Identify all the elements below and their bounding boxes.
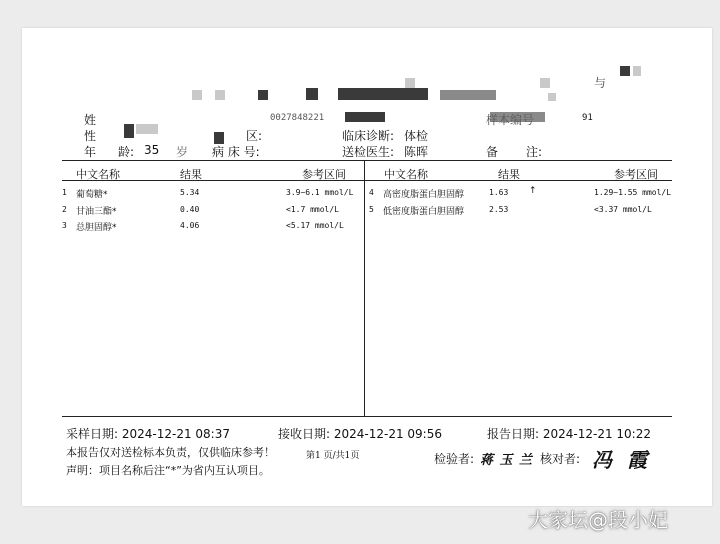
disclaimer-text: 本报告仅对送检标本负责，仅供临床参考！: [66, 446, 275, 459]
redaction-block: [345, 112, 385, 122]
gender-label: 性: [84, 129, 97, 143]
test-result: 1.63: [489, 188, 509, 197]
redaction-block: [540, 78, 550, 88]
test-name: 葡萄糖*: [76, 190, 108, 200]
watermark: 大家坛@段小妃: [528, 508, 668, 532]
reference-range: 1.29~1.55 mmol/L: [594, 188, 672, 197]
table-bottom-rule: [62, 416, 672, 417]
remark-label: 备: [486, 145, 499, 159]
test-name: 甘油三酯*: [76, 207, 117, 217]
col-header-result-right: 结果: [498, 168, 520, 181]
partial-id: 0027848221: [270, 113, 325, 123]
test-name: 总胆固醇*: [76, 223, 117, 233]
test-result: 2.53: [489, 205, 509, 214]
page-info: 第1 页/共1页: [306, 451, 360, 461]
col-header-name-left: 中文名称: [76, 168, 120, 181]
clinical-diagnosis-label: 临床诊断:: [342, 129, 395, 143]
redaction-block: [620, 66, 630, 76]
reference-range: <1.7 mmol/L: [286, 205, 339, 214]
reference-range: <5.17 mmol/L: [286, 221, 344, 230]
row-number: 3: [62, 221, 67, 230]
doctor-label: 送检医生:: [342, 145, 395, 159]
age-label: 年: [84, 145, 97, 159]
col-header-name-right: 中文名称: [384, 168, 428, 181]
receive-date: 接收日期: 2024-12-21 09:56: [278, 427, 442, 441]
clinical-diagnosis-value: 体检: [404, 129, 429, 143]
test-result: 4.06: [180, 221, 200, 230]
row-number: 5: [369, 205, 374, 214]
sample-date: 采样日期: 2024-12-21 08:37: [66, 427, 230, 441]
statement-text: 声明：项目名称后注“*”为省内互认项目。: [66, 464, 270, 477]
sample-no-label: 样本编号: [486, 113, 535, 127]
row-number: 1: [62, 188, 67, 197]
redaction-block: [548, 93, 556, 101]
redaction-block: [338, 88, 428, 100]
redaction-block: [306, 88, 318, 100]
sample-no-value: 91: [582, 113, 593, 123]
redaction-block: [124, 124, 134, 138]
inspector-label: 检验者:: [434, 452, 475, 466]
area-label: 区:: [246, 129, 263, 143]
redaction-block: [258, 90, 268, 100]
redaction-block: [192, 90, 202, 100]
redaction-block: [633, 66, 641, 76]
col-header-range-right: 参考区间: [614, 168, 658, 181]
redaction-block: [440, 90, 496, 100]
age-unit: 岁: [176, 145, 189, 159]
name-label: 姓: [84, 113, 97, 127]
corner-char: 与: [594, 76, 607, 90]
inspector-signature: 蒋 玉 兰: [480, 453, 534, 468]
col-header-result-left: 结果: [180, 168, 202, 181]
checker-label: 核对者:: [540, 452, 581, 466]
doctor-value: 陈晖: [404, 145, 429, 159]
row-number: 2: [62, 205, 67, 214]
test-result: 5.34: [180, 188, 200, 197]
redaction-block: [136, 124, 158, 134]
row-number: 4: [369, 188, 374, 197]
high-flag-arrow-icon: ↑: [529, 186, 537, 196]
remark-label-b: 注:: [526, 145, 543, 159]
age-label-b: 龄:: [118, 145, 135, 159]
test-name: 高密度脂蛋白胆固醇: [383, 190, 465, 200]
age-value: 35: [144, 143, 160, 157]
test-result: 0.40: [180, 205, 200, 214]
table-center-divider: [364, 160, 365, 416]
report-date: 报告日期: 2024-12-21 10:22: [487, 427, 651, 441]
test-name: 低密度脂蛋白胆固醇: [383, 207, 465, 217]
redaction-block: [215, 90, 225, 100]
col-header-range-left: 参考区间: [302, 168, 346, 181]
table-top-rule: [62, 160, 672, 161]
reference-range: 3.9~6.1 mmol/L: [286, 188, 354, 197]
checker-signature: 冯 霞: [592, 448, 651, 472]
reference-range: <3.37 mmol/L: [594, 205, 652, 214]
redaction-block: [405, 78, 415, 88]
table-header-rule: [62, 180, 672, 181]
bed-label: 病 床 号:: [212, 145, 260, 159]
